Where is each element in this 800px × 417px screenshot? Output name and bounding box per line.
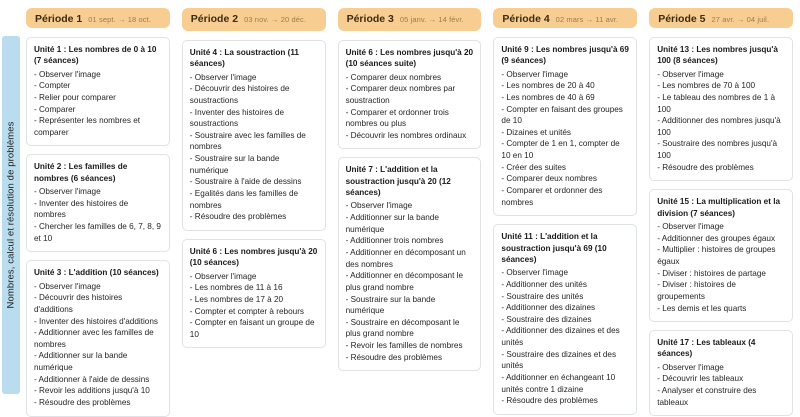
unit-item: - Comparer deux nombres [501, 174, 597, 184]
unit-item: - Compter en faisant un groupe de 10 [189, 318, 315, 339]
unit-item: - Additionner des groupes égaux [657, 233, 776, 243]
unit-item: - Additionner des unités [501, 279, 587, 289]
unit-item: - Les nombres de 40 à 69 [501, 92, 595, 102]
unit-item: - Les nombres de 17 à 20 [189, 294, 284, 304]
unit-card[interactable] [338, 40, 482, 149]
period-column [488, 0, 644, 406]
unit-title: Unité 2 : Les familles de nombres (6 séances) [34, 162, 128, 183]
unit-card[interactable] [182, 239, 326, 348]
unit-item: - Les demis et les quarts [657, 303, 747, 313]
unit-item: - Découvrir des histoires d'additions [34, 293, 123, 314]
unit-item: - Chercher les familles de 6, 7, 8, 9 et 10 [34, 222, 161, 243]
unit-item: - Compter et compter à rebours [189, 306, 305, 316]
unit-title: Unité 13 : Les nombres jusqu'à 100 (8 séances) [657, 45, 778, 66]
unit-item: - Additionner sur la bande numérique [345, 213, 439, 234]
unit-item: - Multiplier : histoires de groupes égaux [657, 245, 776, 266]
unit-item: - Soustraire sur la bande numérique [345, 294, 436, 316]
unit-item: - Egalités dans les familles de nombres [189, 189, 299, 210]
period-column [21, 0, 177, 408]
unit-item: - Observer l'image [657, 362, 724, 372]
unit-card[interactable] [649, 189, 793, 322]
unit-item: - Soustraire des nombres jusqu'à 100 [657, 139, 778, 161]
unit-item: - Comparer deux nombres [345, 72, 442, 82]
unit-title: Unité 6 : Les nombres jusqu'à 20 (10 séances suite) [345, 48, 474, 69]
unit-item: - Observer l'image [34, 187, 101, 197]
period-header[interactable] [649, 8, 793, 28]
unit-title: Unité 7 : L'addition et la soustraction jusqu'à 20 (12 séances) [345, 165, 451, 198]
unit-item: - Inventer des histoires de soustractions [189, 107, 285, 129]
unit-item: - Additionner des nombres jusqu'à 100 [657, 116, 781, 137]
unit-item: - Représenter les nombres et comparer [34, 116, 141, 137]
unit-item: - Comparer et ordonner des nombres [501, 186, 603, 207]
unit-title: Unité 4 : La soustraction (11 séances) [189, 48, 299, 69]
period-title: Période 3 [346, 13, 394, 25]
unit-list [336, 40, 484, 371]
unit-list [24, 37, 172, 417]
unit-item: - Soustraire en décomposant le plus grand nombre [345, 317, 460, 339]
unit-item: - Additionner des dizaines [501, 303, 596, 313]
unit-item: - Compter en faisant des groupes de 10 [501, 104, 623, 126]
unit-item: - Inventer des histoires d'additions [34, 316, 158, 326]
unit-item: - Les nombres de 70 à 100 [657, 81, 756, 91]
unit-card[interactable] [182, 40, 326, 231]
unit-card[interactable] [26, 37, 170, 146]
unit-list [491, 37, 639, 415]
unit-item: - Observer l'image [345, 201, 413, 211]
unit-item: - Additionner avec les familles de nombres [34, 328, 154, 349]
unit-item: - Soustraire des dizaines [501, 314, 592, 324]
unit-item: - Observer l'image [501, 69, 569, 79]
period-title: Période 4 [502, 13, 550, 25]
unit-item: - Créer des suites [501, 162, 567, 172]
unit-item: - Résoudre des problèmes [345, 352, 443, 362]
unit-title: Unité 6 : Les nombres jusqu'à 20 (10 séances) [189, 246, 318, 268]
unit-item: - Soustraire des dizaines et des unités [501, 349, 617, 371]
unit-item: - Soustraire à l'aide de dessins [189, 177, 302, 187]
unit-item: - Observer l'image [34, 69, 101, 79]
unit-item: - Dizaines et unités [501, 127, 572, 137]
period-header[interactable] [338, 8, 482, 31]
unit-item: - Additionner sur la bande numérique [34, 351, 128, 373]
unit-item: - Résoudre des problèmes [657, 162, 754, 172]
domain-rail [2, 36, 20, 394]
unit-card[interactable] [493, 37, 637, 216]
unit-item: - Additionner à l'aide de dessins [34, 374, 150, 384]
unit-item: - Additionner trois nombres [345, 236, 444, 246]
unit-title: Unité 3 : L'addition (10 séances) [34, 268, 159, 278]
period-header[interactable] [493, 8, 637, 28]
unit-card[interactable] [26, 260, 170, 416]
unit-item: - Découvrir les tableaux [657, 374, 744, 384]
unit-item: - Observer l'image [34, 281, 101, 291]
unit-item: - Soustraire sur la bande numérique [189, 154, 280, 175]
unit-item: - Additionner des dizaines et des unités [501, 326, 620, 348]
unit-item: - Additionner en décomposant un des nombres [345, 247, 466, 269]
unit-item: - Découvrir des histoires de soustractions [189, 84, 290, 105]
unit-item: - Revoir les familles de nombres [345, 341, 463, 351]
unit-list [180, 40, 328, 348]
unit-item: - Résoudre des problèmes [34, 398, 131, 408]
unit-item: - Le tableau des nombres de 1 à 100 [657, 92, 776, 114]
unit-title: Unité 1 : Les nombres de 0 à 10 (7 séances) [34, 45, 157, 66]
period-title: Période 5 [658, 13, 706, 25]
unit-item: - Analyser et construire des tableaux [657, 386, 757, 407]
unit-item: - Observer l'image [657, 69, 724, 79]
unit-card[interactable] [493, 224, 637, 415]
unit-item: - Soustraire avec les familles de nombres [189, 130, 306, 152]
unit-item: - Résoudre des problèmes [189, 212, 287, 222]
unit-item: - Comparer [34, 104, 76, 114]
unit-item: - Relier pour comparer [34, 92, 116, 102]
unit-item: - Observer l'image [189, 271, 257, 281]
period-column [333, 0, 489, 400]
period-date-range: 03 nov. → 20 déc. [244, 15, 307, 24]
period-column [177, 0, 333, 400]
period-date-range: 01 sept. → 18 oct. [88, 15, 151, 24]
unit-title: Unité 17 : Les tableaux (4 séances) [657, 338, 756, 359]
unit-item: - Observer l'image [189, 72, 257, 82]
period-date-range: 05 janv. → 14 févr. [399, 15, 464, 24]
period-date-range: 27 avr. → 04 juil. [711, 15, 770, 24]
unit-card[interactable] [26, 154, 170, 252]
unit-title: Unité 9 : Les nombres jusqu'à 69 (9 séances) [501, 45, 629, 66]
unit-item: - Observer l'image [657, 222, 724, 232]
period-columns [21, 0, 800, 408]
unit-item: - Les nombres de 20 à 40 [501, 81, 595, 91]
unit-item: - Comparer deux nombres par soustraction [345, 84, 456, 105]
period-header[interactable] [26, 8, 170, 28]
unit-item: - Additionner en échangeant 10 unités contre 1 dizaine [501, 373, 616, 394]
unit-list [647, 37, 795, 416]
unit-item: - Revoir les additions jusqu'à 10 [34, 386, 150, 396]
unit-item: - Compter de 1 en 1, compter de 10 en 10 [501, 139, 620, 161]
unit-card[interactable] [649, 330, 793, 416]
unit-item: - Observer l'image [501, 268, 569, 278]
unit-item: - Diviser : histoires de partage [657, 268, 766, 278]
period-date-range: 02 mars → 11 avr. [555, 15, 619, 24]
unit-title: Unité 15 : La multiplication et la division (7 séances) [657, 197, 781, 218]
unit-item: - Soustraire des unités [501, 291, 584, 301]
unit-title: Unité 11 : L'addition et la soustraction jusqu'à 69 (10 séances) [501, 232, 607, 264]
unit-item: - Résoudre des problèmes [501, 396, 598, 406]
unit-item: - Additionner en décomposant le plus grand nombre [345, 271, 464, 292]
unit-item: - Diviser : histoires de groupements [657, 280, 736, 301]
period-title: Période 2 [190, 13, 239, 25]
unit-card[interactable] [338, 157, 482, 371]
period-header[interactable] [182, 8, 326, 31]
period-column [644, 0, 800, 407]
unit-item: - Découvrir les nombres ordinaux [345, 130, 467, 140]
unit-item: - Inventer des histoires de nombres [34, 198, 129, 220]
domain-rail-label: Nombres, calcul et résolution de problèmes [5, 121, 17, 309]
unit-item: - Comparer et ordonner trois nombres ou plus [345, 107, 449, 129]
unit-item: - Les nombres de 11 à 16 [189, 283, 283, 293]
unit-card[interactable] [649, 37, 793, 181]
unit-item: - Compter [34, 81, 71, 91]
period-title: Période 1 [35, 13, 83, 25]
